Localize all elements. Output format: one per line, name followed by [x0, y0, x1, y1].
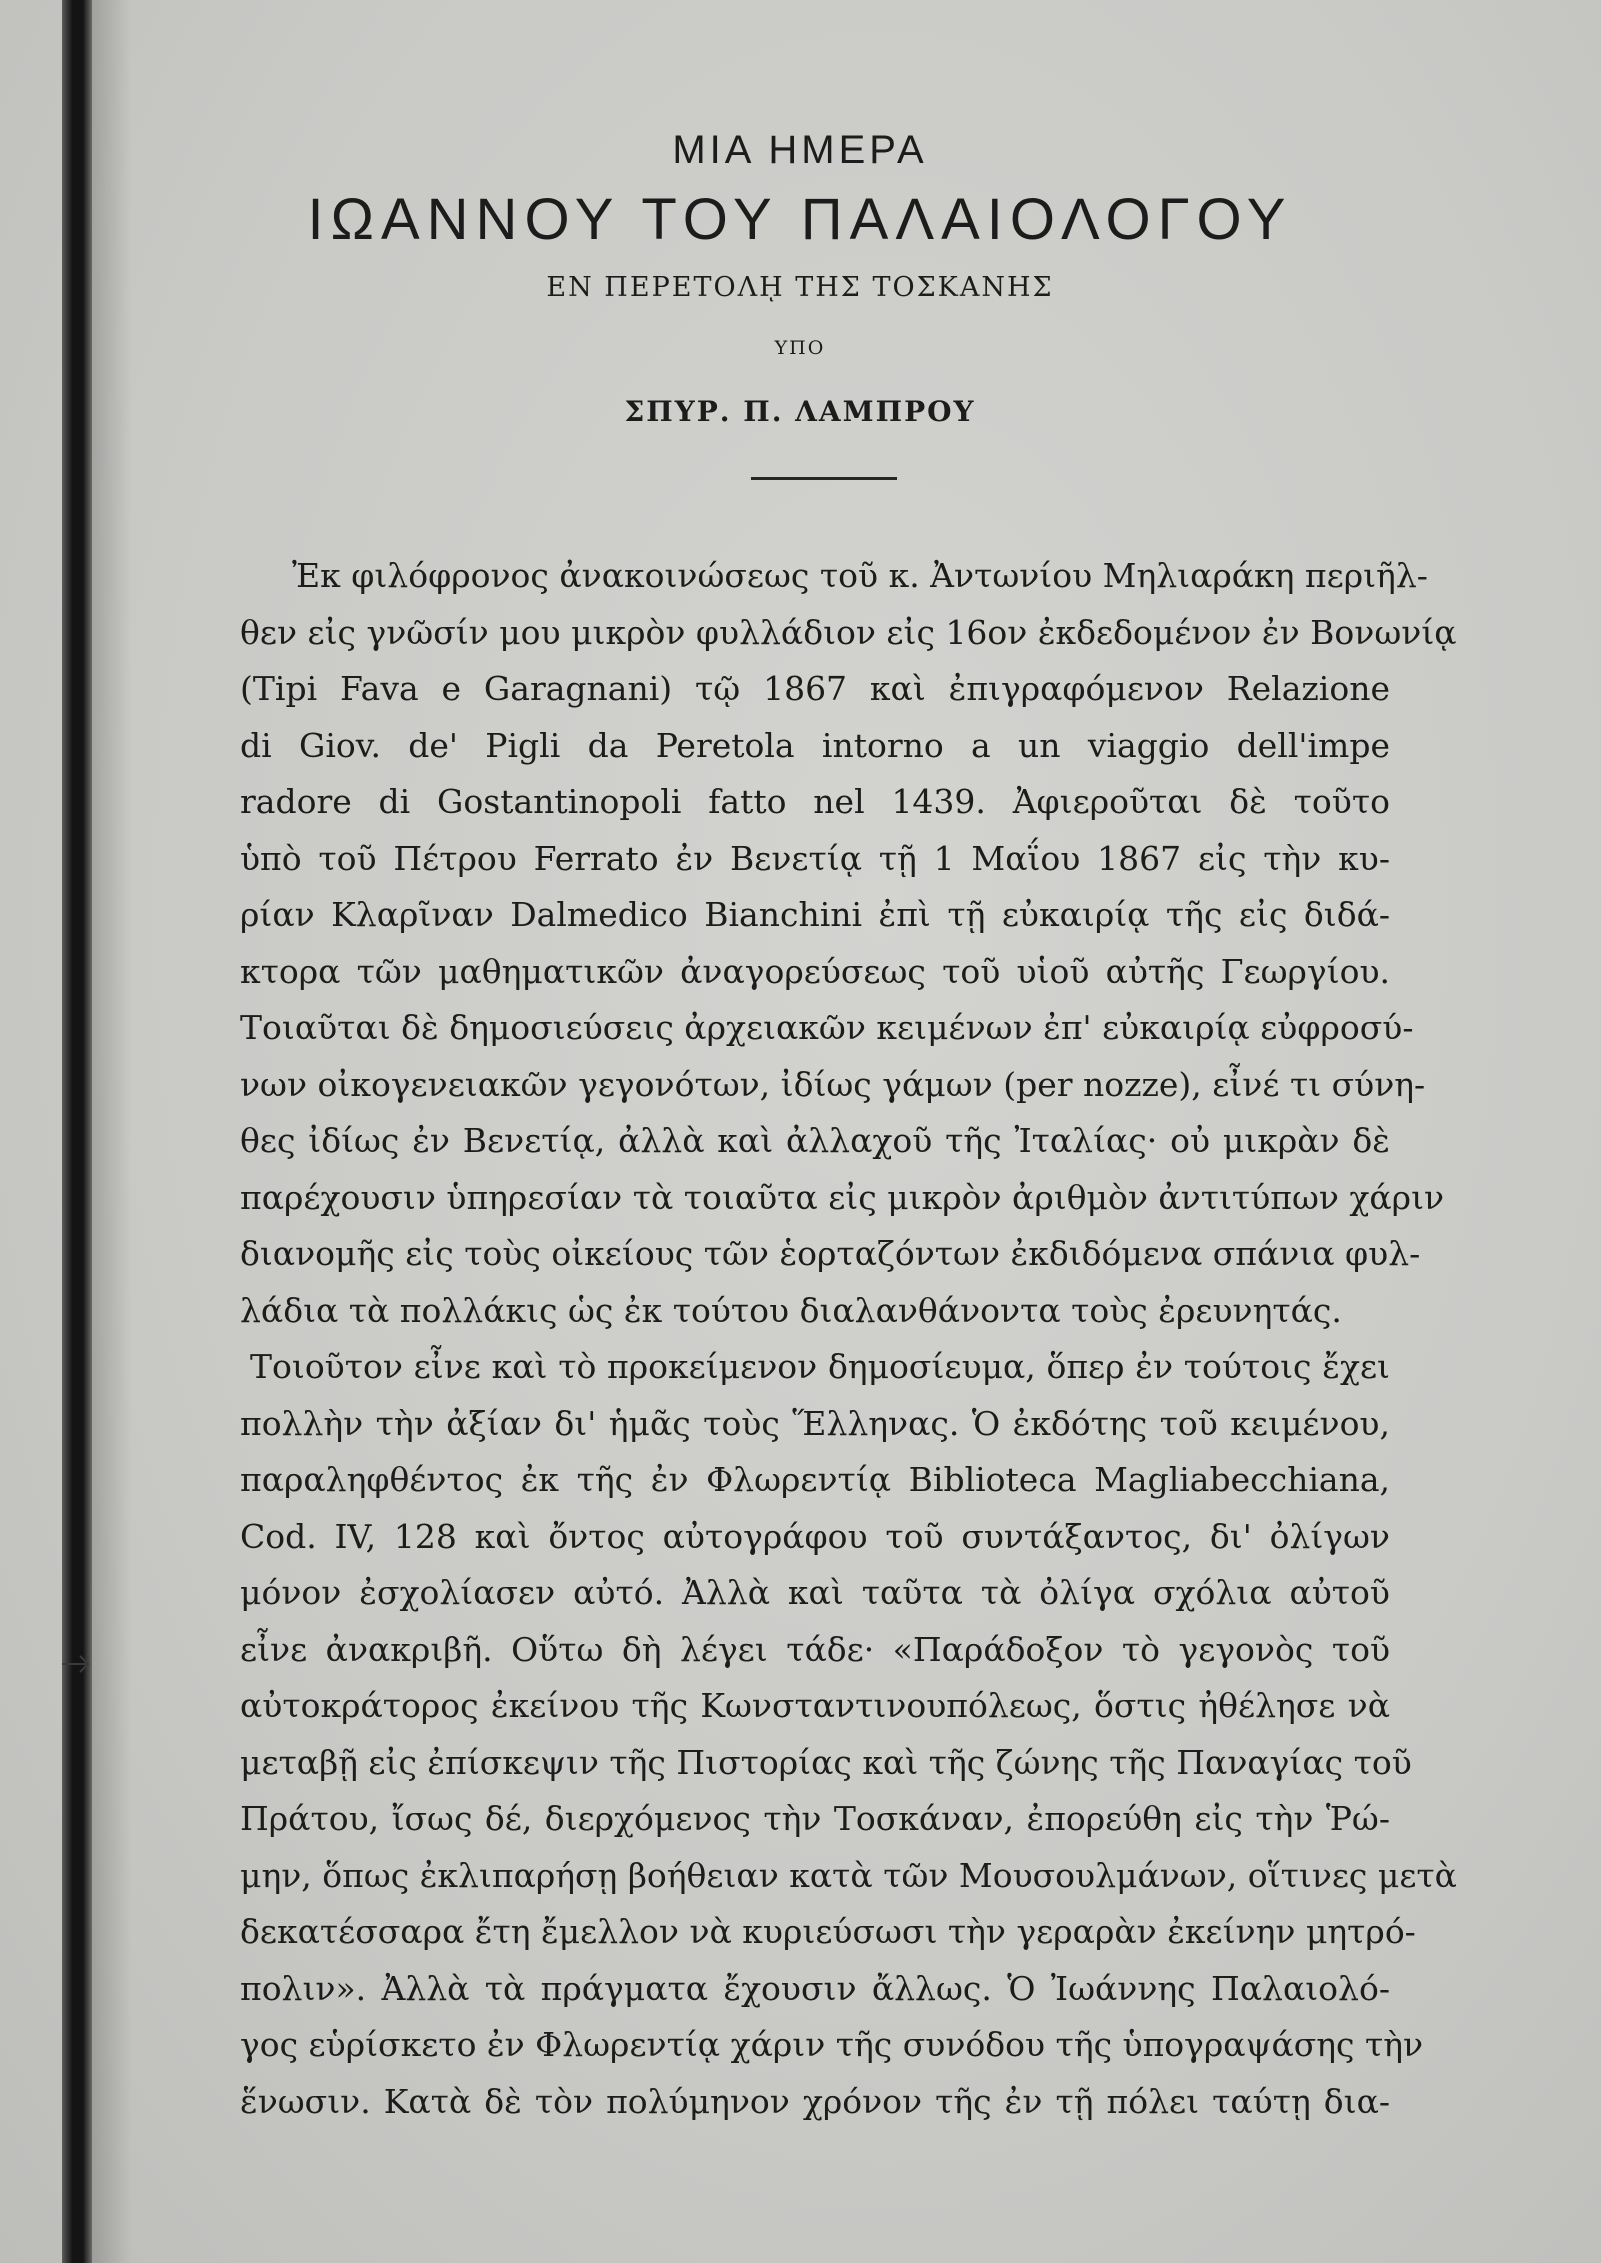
byline-prefix: ΥΠΟ — [774, 337, 826, 359]
text-line: γος εὑρίσκετο ἐν Φλωρεντίᾳ χάριν τῆς συνόδου τῆς ὑπογραψάσης τὴν — [240, 2025, 1424, 2064]
text-line: θες ἰδίως ἐν Βενετίᾳ, ἀλλὰ καὶ ἀλλαχοῦ τῆς Ἰταλίας· οὐ μικρὰν δὲ — [240, 1121, 1390, 1160]
text-line: παρέχουσιν ὑπηρεσίαν τὰ τοιαῦτα εἰς μικρὸν ἀριθμὸν ἀντιτύπων χάριν — [240, 1177, 1445, 1217]
book-spine-shadow — [62, 0, 92, 2263]
header-kicker: ΜΙΑ ΗΜΕΡΑ — [672, 128, 928, 172]
text-line: παραληφθέντος ἐκ τῆς ἐν Φλωρεντίᾳ Biblioteca Magliabecchiana, — [240, 1460, 1390, 1499]
text-line: μεταβῇ εἰς ἐπίσκεψιν τῆς Πιστορίας καὶ τῆς ζώνης τῆς Παναγίας τοῦ — [240, 1742, 1412, 1782]
article-body — [240, 548, 1457, 2130]
text-line: διανομῆς εἰς τοὺς οἰκείους τῶν ἑορταζόντων ἐκδιδόμενα σπάνια φυλ- — [240, 1234, 1421, 1273]
article-title: ΙΩΑΝΝΟΥ ΤΟΥ ΠΑΛΑΙΟΛΟΓΟΥ — [307, 187, 1293, 252]
text-line: ὑπὸ τοῦ Πέτρου Ferrato ἐν Βενετίᾳ τῇ 1 Μαΐου 1867 εἰς τὴν κυ- — [240, 838, 1390, 878]
text-line: ρίαν Κλαρῖναν Dalmedico Bianchini ἐπὶ τῇ εὐκαιρίᾳ τῆς εἰς διδά- — [240, 895, 1390, 934]
title-divider — [751, 477, 897, 480]
text-line: πολλὴν τὴν ἀξίαν δι' ἡμᾶς τοὺς Ἕλληνας. Ὁ ἐκδότης τοῦ κειμένου, — [240, 1403, 1390, 1443]
text-line: δεκατέσσαρα ἔτη ἔμελλον νὰ κυριεύσωσι τὴν γεραρὰν ἐκείνην μητρό- — [240, 1912, 1416, 1951]
text-line: μόνον ἐσχολίασεν αὐτό. Ἀλλὰ καὶ ταῦτα τὰ ὀλίγα σχόλια αὐτοῦ — [240, 1573, 1390, 1612]
text-line: λάδια τὰ πολλάκις ὡς ἐκ τούτου διαλανθάνοντα τοὺς ἐρευνητάς. — [240, 1290, 1342, 1330]
text-line: Ἐκ φιλόφρονος ἀνακοινώσεως τοῦ κ. Ἀντωνίου Μηλιαράκη περιῆλ- — [292, 556, 1428, 595]
author-name: ΣΠΥΡ. Π. ΛΑΜΠΡΟΥ — [624, 395, 976, 428]
text-line: κτορα τῶν μαθηματικῶν ἀναγορεύσεως τοῦ υἱοῦ αὐτῆς Γεωργίου. — [240, 951, 1390, 991]
text-line: μην, ὅπως ἐκλιπαρήσῃ βοήθειαν κατὰ τῶν Μουσουλμάνων, οἵτινες μετὰ — [240, 1855, 1457, 1895]
margin-pencil-mark — [58, 1650, 118, 1680]
text-line: Πράτου, ἴσως δέ, διερχόμενος τὴν Τοσκάναν, ἐπορεύθη εἰς τὴν Ῥώ- — [240, 1799, 1390, 1838]
text-line: (Tipi Fava e Garagnani) τῷ 1867 καὶ ἐπιγραφόμενον Relazione — [240, 669, 1390, 708]
gutter-shadow — [92, 0, 132, 2263]
text-line: radore di Gostantinopoli fatto nel 1439. Ἀφιεροῦται δὲ τοῦτο — [240, 782, 1390, 821]
text-line: di Giov. de' Pigli da Peretola intorno a un viaggio dell'impe — [240, 725, 1390, 765]
text-line: Τοιαῦται δὲ δημοσιεύσεις ἀρχειακῶν κειμένων ἐπ' εὐκαιρίᾳ εὐφροσύ- — [240, 1008, 1414, 1047]
text-line: Τοιοῦτον εἶνε καὶ τὸ προκείμενον δημοσίευμα, ὅπερ ἐν τούτοις ἔχει — [250, 1347, 1390, 1386]
text-line: Cod. IV, 128 καὶ ὄντος αὐτογράφου τοῦ συντάξαντος, δι' ὀλίγων — [240, 1516, 1390, 1556]
text-line: πολιν». Ἀλλὰ τὰ πράγματα ἔχουσιν ἄλλως. Ὁ Ἰωάννης Παλαιολό- — [240, 1968, 1390, 2008]
text-line: αὐτοκράτορος ἐκείνου τῆς Κωνσταντινουπόλεως, ὅστις ἠθέλησε νὰ — [240, 1686, 1390, 1725]
text-line: νων οἰκογενειακῶν γεγονότων, ἰδίως γάμων (per nozze), εἶνέ τι σύνη- — [240, 1064, 1426, 1104]
article-subtitle: ΕΝ ΠΕΡΕΤΟΛῌ ΤΗΣ ΤΟΣΚΑΝΗΣ — [546, 272, 1054, 303]
text-line: ἕνωσιν. Κατὰ δὲ τὸν πολύμηνον χρόνον τῆς ἐν τῇ πόλει ταύτῃ δια- — [240, 2081, 1390, 2121]
text-line: θεν εἰς γνῶσίν μου μικρὸν φυλλάδιον εἰς 16ον ἐκδεδομένον ἐν Βονωνίᾳ — [240, 612, 1457, 652]
text-line: εἶνε ἀνακριβῆ. Οὕτω δὴ λέγει τάδε· «Παράδοξον τὸ γεγονὸς τοῦ — [240, 1629, 1390, 1669]
